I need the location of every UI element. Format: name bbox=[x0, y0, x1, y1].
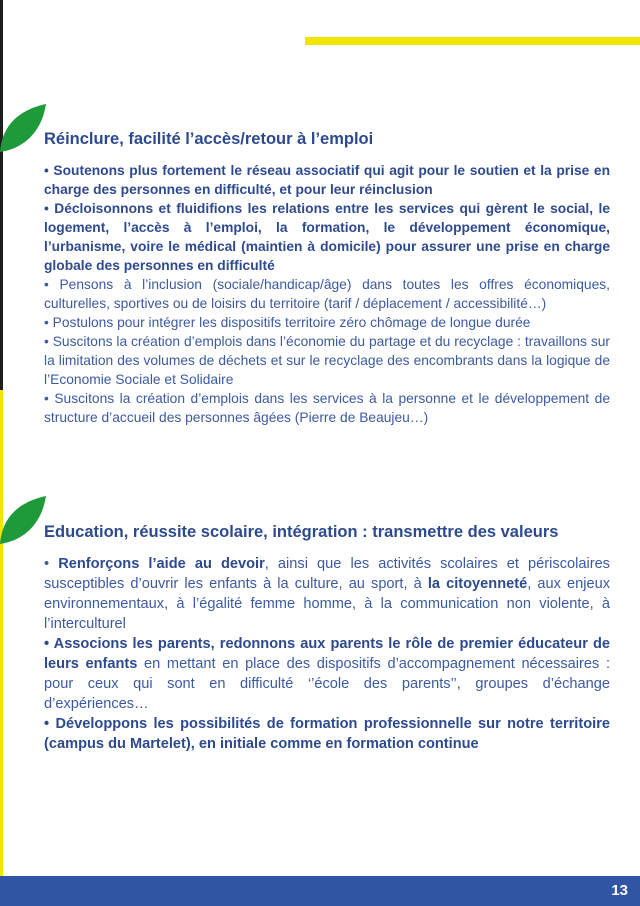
item-bold: Renforçons l’aide au devoir bbox=[58, 556, 265, 572]
section-title: Education, réussite scolaire, intégration : transmettre des valeurs bbox=[44, 523, 559, 541]
item-text: en mettant en place des dispositifs d’accompagnement nécessaires : pour ceux qui sont en difficulté ‘’école des parents’’, groupes d’échange d’expériences… bbox=[44, 656, 610, 712]
leaf-icon bbox=[0, 496, 46, 544]
leaf-icon bbox=[0, 104, 46, 152]
section-reinclure bbox=[44, 130, 610, 427]
item-bold: • Associons les parents, redonnons aux parents le rôle de premier éducateur de leurs enfants bbox=[44, 636, 610, 672]
list-item bbox=[44, 389, 610, 427]
left-edge-accent bbox=[0, 390, 3, 876]
list-item bbox=[44, 714, 610, 754]
item-lead: • bbox=[44, 556, 59, 572]
item-bold: • Décloisonnons et fluidifions les relations entre les services qui gèrent le social, le logement, l’accès à l’emploi, la formation, le développement économique, l’urbanisme, voire le médical (maintien à domicile) pour assurer une prise en charge globale des personnes en difficulté bbox=[44, 201, 610, 273]
page-number: 13 bbox=[611, 882, 628, 899]
list-item bbox=[44, 161, 610, 199]
section-title: Réinclure, facilité l’accès/retour à l’emploi bbox=[44, 130, 374, 148]
item-bold: • Développons les possibilités de formation professionnelle sur notre territoire (campus du Martelet), en initiale comme en formation continue bbox=[44, 716, 610, 752]
section-education bbox=[44, 523, 610, 754]
item-text: , aux enjeux environnementaux, à l’égalité femme homme, à la communication non violente, à l’interculturel bbox=[44, 576, 611, 632]
item-text: • Postulons pour intégrer les dispositifs territoire zéro chômage de longue durée bbox=[44, 315, 531, 330]
item-bold: la citoyenneté bbox=[427, 576, 528, 592]
top-accent-bar bbox=[305, 37, 640, 45]
item-text: , ainsi que les activités scolaires et périscolaires susceptibles d’ouvrir les enfants à la culture, au sport, à bbox=[44, 556, 610, 592]
footer-bar bbox=[0, 876, 640, 906]
list-item bbox=[44, 332, 610, 389]
list-item bbox=[44, 275, 610, 313]
list-item bbox=[44, 313, 610, 332]
item-text: • Suscitons la création d’emplois dans les services à la personne et le développement de structure d’accueil des personnes âgées (Pierre de Beaujeu…) bbox=[44, 391, 610, 425]
list-item bbox=[44, 634, 610, 714]
item-text: • Pensons à l’inclusion (sociale/handicap/âge) dans toutes les offres économiques, culturelles, sportives ou de loisirs du territoire (tarif / déplacement / accessibilité…) bbox=[44, 277, 610, 311]
list-item bbox=[44, 199, 610, 275]
item-bold: • Soutenons plus fortement le réseau associatif qui agit pour le soutien et la prise en charge des personnes en difficulté, et pour leur réinclusion bbox=[44, 163, 610, 197]
item-text: • Suscitons la création d’emplois dans l’économie du partage et du recyclage : travaillons sur la limitation des volumes de déchets et sur le recyclage des encombrants dans la logique de l’Economie Sociale et Solidaire bbox=[44, 334, 610, 387]
list-item bbox=[44, 554, 610, 634]
left-edge-rule bbox=[0, 0, 3, 390]
